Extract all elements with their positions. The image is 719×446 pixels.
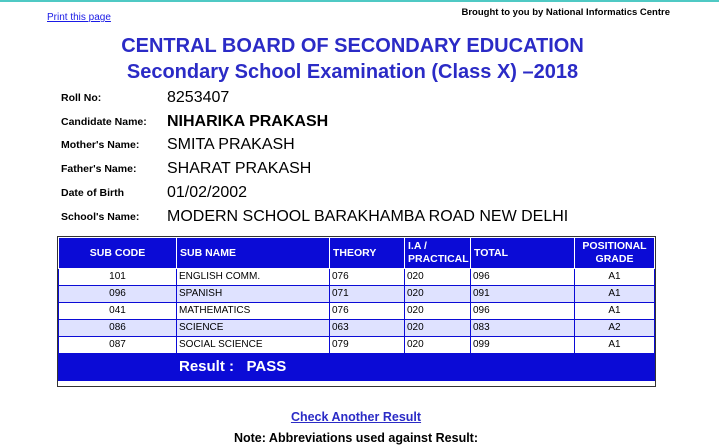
- header-practical-line1: I.A /: [408, 240, 427, 252]
- theory-cell: 071: [330, 286, 405, 303]
- grade-cell: A1: [575, 269, 655, 286]
- exam-title: Secondary School Examination (Class X) –2018: [126, 61, 579, 83]
- school-label: School's Name:: [61, 210, 140, 223]
- table-row: [59, 286, 655, 303]
- sub-code-cell: 101: [59, 269, 177, 286]
- marks-table: [58, 237, 655, 381]
- father-row: [61, 157, 568, 181]
- result-value: PASS: [246, 358, 287, 375]
- total-cell: 096: [471, 269, 575, 286]
- dob-label: Date of Birth: [61, 187, 124, 200]
- header-practical-line2: PRACTICAL: [408, 253, 469, 265]
- result-label: Result :: [179, 358, 235, 375]
- sub-code-cell: 096: [59, 286, 177, 303]
- total-cell: 091: [471, 286, 575, 303]
- header-grade: [575, 238, 655, 269]
- school-value: MODERN SCHOOL BARAKHAMBA ROAD NEW DELHI: [167, 207, 569, 225]
- sub-code-cell: 086: [59, 320, 177, 337]
- total-cell: 096: [471, 303, 575, 320]
- sub-name-cell: SCIENCE: [177, 320, 330, 337]
- sub-code-cell: 087: [59, 337, 177, 354]
- sub-code-cell: 041: [59, 303, 177, 320]
- roll-label: Roll No:: [61, 91, 102, 104]
- header-grade-line1: POSITIONAL: [582, 240, 647, 252]
- header-theory: THEORY: [330, 238, 405, 269]
- mother-label: Mother's Name:: [61, 139, 140, 152]
- print-page-link[interactable]: Print this page: [47, 12, 111, 23]
- header-total: TOTAL: [471, 238, 575, 269]
- name-row: [61, 110, 568, 134]
- father-value: SHARAT PRAKASH: [167, 160, 312, 178]
- total-cell: 099: [471, 337, 575, 354]
- header-practical: [405, 238, 471, 269]
- sub-name-cell: MATHEMATICS: [177, 303, 330, 320]
- name-label: Candidate Name:: [61, 115, 147, 128]
- theory-cell: 063: [330, 320, 405, 337]
- table-header-row: [59, 238, 655, 269]
- sub-name-cell: SPANISH: [177, 286, 330, 303]
- table-row: [59, 269, 655, 286]
- check-another-result-link[interactable]: Check Another Result: [290, 410, 422, 424]
- practical-cell: 020: [405, 269, 471, 286]
- sub-name-cell: ENGLISH COMM.: [177, 269, 330, 286]
- result-cell: [177, 354, 655, 381]
- table-row: [59, 303, 655, 320]
- theory-cell: 076: [330, 303, 405, 320]
- board-title: CENTRAL BOARD OF SECONDARY EDUCATION: [121, 35, 584, 57]
- table-row: [59, 337, 655, 354]
- result-row: [59, 354, 655, 381]
- practical-cell: 020: [405, 337, 471, 354]
- dob-value: 01/02/2002: [167, 184, 248, 202]
- grade-cell: A1: [575, 303, 655, 320]
- sub-name-cell: SOCIAL SCIENCE: [177, 337, 330, 354]
- header-grade-line2: GRADE: [595, 253, 634, 265]
- abbreviations-note: Note: Abbreviations used against Result:: [233, 431, 479, 445]
- header-sub-name: SUB NAME: [177, 238, 330, 269]
- roll-value: 8253407: [167, 88, 230, 106]
- table-row: [59, 320, 655, 337]
- mother-row: [61, 134, 568, 158]
- theory-cell: 079: [330, 337, 405, 354]
- result-spacer: [59, 354, 177, 381]
- total-cell: 083: [471, 320, 575, 337]
- mother-value: SMITA PRAKASH: [167, 136, 295, 154]
- dob-row: [61, 181, 568, 205]
- grade-cell: A1: [575, 286, 655, 303]
- grade-cell: A2: [575, 320, 655, 337]
- name-value: NIHARIKA PRAKASH: [167, 112, 329, 130]
- theory-cell: 076: [330, 269, 405, 286]
- roll-row: [61, 86, 568, 110]
- header-sub-code: SUB CODE: [59, 238, 177, 269]
- brought-by-text: Brought to you by National Informatics Centre: [461, 7, 670, 18]
- practical-cell: 020: [405, 286, 471, 303]
- candidate-info: [61, 86, 568, 229]
- practical-cell: 020: [405, 303, 471, 320]
- father-label: Father's Name:: [61, 163, 137, 176]
- practical-cell: 020: [405, 320, 471, 337]
- top-border: [0, 0, 719, 2]
- school-row: [61, 205, 568, 229]
- grade-cell: A1: [575, 337, 655, 354]
